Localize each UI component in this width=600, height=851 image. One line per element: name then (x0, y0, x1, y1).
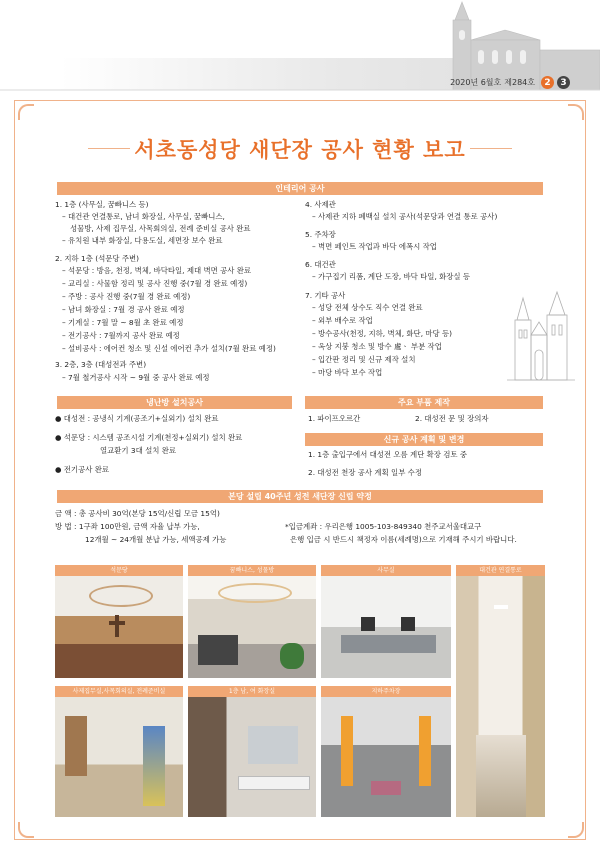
banner-stand (143, 726, 165, 806)
photo-restroom (188, 686, 316, 817)
photo-caption: 사무실 (321, 565, 451, 576)
interior-item: – 기계실 : 7월 말 ~ 8월 초 완료 예정 (62, 318, 184, 327)
interior-item-heading: 5. 주차장 (305, 230, 336, 239)
interior-item: – 마당 바닥 보수 작업 (312, 368, 383, 377)
plans-item: 2. 대성전 천장 공사 계획 일부 수정 (308, 468, 422, 477)
page-number-left: 2 (541, 76, 554, 89)
office-monitor (401, 617, 415, 631)
page-number-right: 3 (557, 76, 570, 89)
issue-number: 제284호 (504, 78, 535, 87)
photo-priest-office (55, 686, 183, 817)
counter (198, 635, 238, 665)
interior-item: – 대건관 연결통로, 남녀 화장실, 사무실, 꿈빠니스, (62, 212, 225, 221)
interior-item: – 남녀 화장실 : 7월 경 공사 완료 예정 (62, 305, 185, 314)
interior-item: – 주방 : 공사 진행 중(7월 경 완료 예정) (62, 292, 191, 301)
pledge-amount: 금 액 : 총 공사비 30억(본당 15억/신립 모금 15억) (55, 509, 220, 518)
interior-heading: 인테리어 공사 (57, 182, 543, 195)
ceiling-light (89, 585, 153, 607)
plans-item: 1. 1층 출입구에서 대성전 오름 계단 확장 검토 중 (308, 450, 468, 459)
photo-caption: 꿈빠니스, 성물방 (188, 565, 316, 576)
interior-item: – 방수공사(천정, 지하, 벽체, 화단, 마당 등) (312, 329, 453, 338)
floor-marking (371, 781, 401, 795)
photo-caption: 대건관 연결통로 (456, 565, 545, 576)
hvac-heading: 냉난방 설치공사 (57, 396, 292, 409)
hvac-item: ● 전기공사 완료 (55, 465, 109, 474)
hvac-item: 열교환기 3대 설치 완료 (100, 446, 177, 455)
interior-item: – 7월 철거공사 시작 ~ 9월 중 공사 완료 예정 (62, 373, 210, 382)
pledge-account-note: 은행 입금 시 반드시 책정자 이름(세례명)으로 기재해 주시기 바랍니다. (290, 535, 517, 544)
parking-pillar (419, 716, 431, 786)
plans-heading: 신규 공사 계획 및 변경 (305, 433, 543, 446)
page-title: 서초동성당 새단장 공사 현황 보고 (134, 138, 466, 162)
interior-item: – 교리실 : 사물함 정리 및 공사 진행 중(7월 경 완료 예정) (62, 279, 248, 288)
parts-item: 1. 파이프오르간 (308, 414, 361, 423)
hvac-item: ● 석문당 : 시스템 공조시설 기계(천정+실외기) 설치 완료 (55, 433, 243, 442)
interior-item-heading: 7. 기타 공사 (305, 291, 346, 300)
interior-item: – 설비공사 : 에어컨 청소 및 신설 에어컨 추가 설치(7월 완료 예정) (62, 344, 276, 353)
pledge-account: *입금계좌 : 우리은행 1005-103-849340 천주교서울대교구 (285, 522, 482, 531)
interior-item: – 가구집기 리폼, 계단 도장, 바닥 타일, 화장실 등 (312, 272, 471, 281)
photo-bbappanis (188, 565, 316, 678)
issue-info (450, 76, 570, 89)
photo-parking (321, 686, 451, 817)
interior-item: – 전기공사 : 7월까지 공사 완료 예정 (62, 331, 180, 340)
altar-cross (115, 615, 119, 637)
issue-date: 2020년 6월호 (450, 78, 502, 87)
frame-corner (18, 104, 34, 120)
interior-item: – 석문당 : 방음, 천정, 벽체, 바닥타일, 제대 벽면 공사 완료 (62, 266, 252, 275)
office-monitor (361, 617, 375, 631)
parking-pillar (341, 716, 353, 786)
interior-item: – 입간판 정리 및 신규 제작 설치 (312, 355, 416, 364)
pledge-heading: 본당 설립 40주년 성전 새단장 신립 약정 (57, 490, 543, 503)
cathedral-sketch (505, 290, 575, 390)
altar-cross (109, 621, 125, 625)
corridor-light (494, 605, 508, 609)
interior-item: – 유치원 내부 화장실, 다용도실, 세면장 보수 완료 (62, 236, 223, 245)
office-desk (341, 635, 436, 653)
interior-item: – 벽면 페인트 작업과 바닥 에폭시 작업 (312, 242, 437, 251)
photo-caption: 석문당 (55, 565, 183, 576)
parts-heading: 주요 부품 제작 (305, 396, 543, 409)
interior-item-heading: 3. 2층, 3층 (대성전과 주변) (55, 360, 147, 369)
ceiling-ring (218, 583, 292, 603)
interior-item-heading: 4. 사제관 (305, 200, 336, 209)
interior-item: 성물방, 사제 집무실, 사목회의실, 전례 준비실 공사 완료 (70, 224, 251, 233)
photo-corridor (456, 565, 545, 817)
parts-item: 2. 대성전 문 및 장의자 (415, 414, 489, 423)
photo-office (321, 565, 451, 678)
photo-seokmundang (55, 565, 183, 678)
photo-caption: 1층 남, 여 화장실 (188, 686, 316, 697)
pledge-method-detail: 12개월 ~ 24개월 분납 가능, 세액공제 가능 (85, 535, 227, 544)
photo-caption: 사제집무실,사목회의실, 전례준비실 (55, 686, 183, 697)
interior-item: – 성당 전체 상수도 직수 연결 완료 (312, 303, 423, 312)
photo-caption: 지하주차장 (321, 686, 451, 697)
hvac-item: ● 대성전 : 공냉식 기계(공조기+실외기) 설치 완료 (55, 414, 219, 423)
interior-item-heading: 6. 대건관 (305, 260, 336, 269)
interior-item-heading: 2. 지하 1층 (석문당 주변) (55, 254, 140, 263)
interior-item: – 옥상 지붕 청소 및 방수 處ㆍ 부분 작업 (312, 342, 442, 351)
room-door (65, 716, 87, 776)
corridor-floor (476, 735, 526, 817)
pledge-method: 방 법 : 1구좌 100만원, 금액 자율 납부 가능, (55, 522, 200, 531)
interior-item: – 외부 배수로 작업 (312, 316, 373, 325)
plants (280, 643, 304, 669)
interior-item: – 사제관 지하 폐백실 설치 공사(석문당과 연결 통로 공사) (312, 212, 498, 221)
interior-item-heading: 1. 1층 (사무실, 꿈빠니스 등) (55, 200, 149, 209)
mirror (248, 726, 298, 764)
sink-counter (238, 776, 310, 790)
